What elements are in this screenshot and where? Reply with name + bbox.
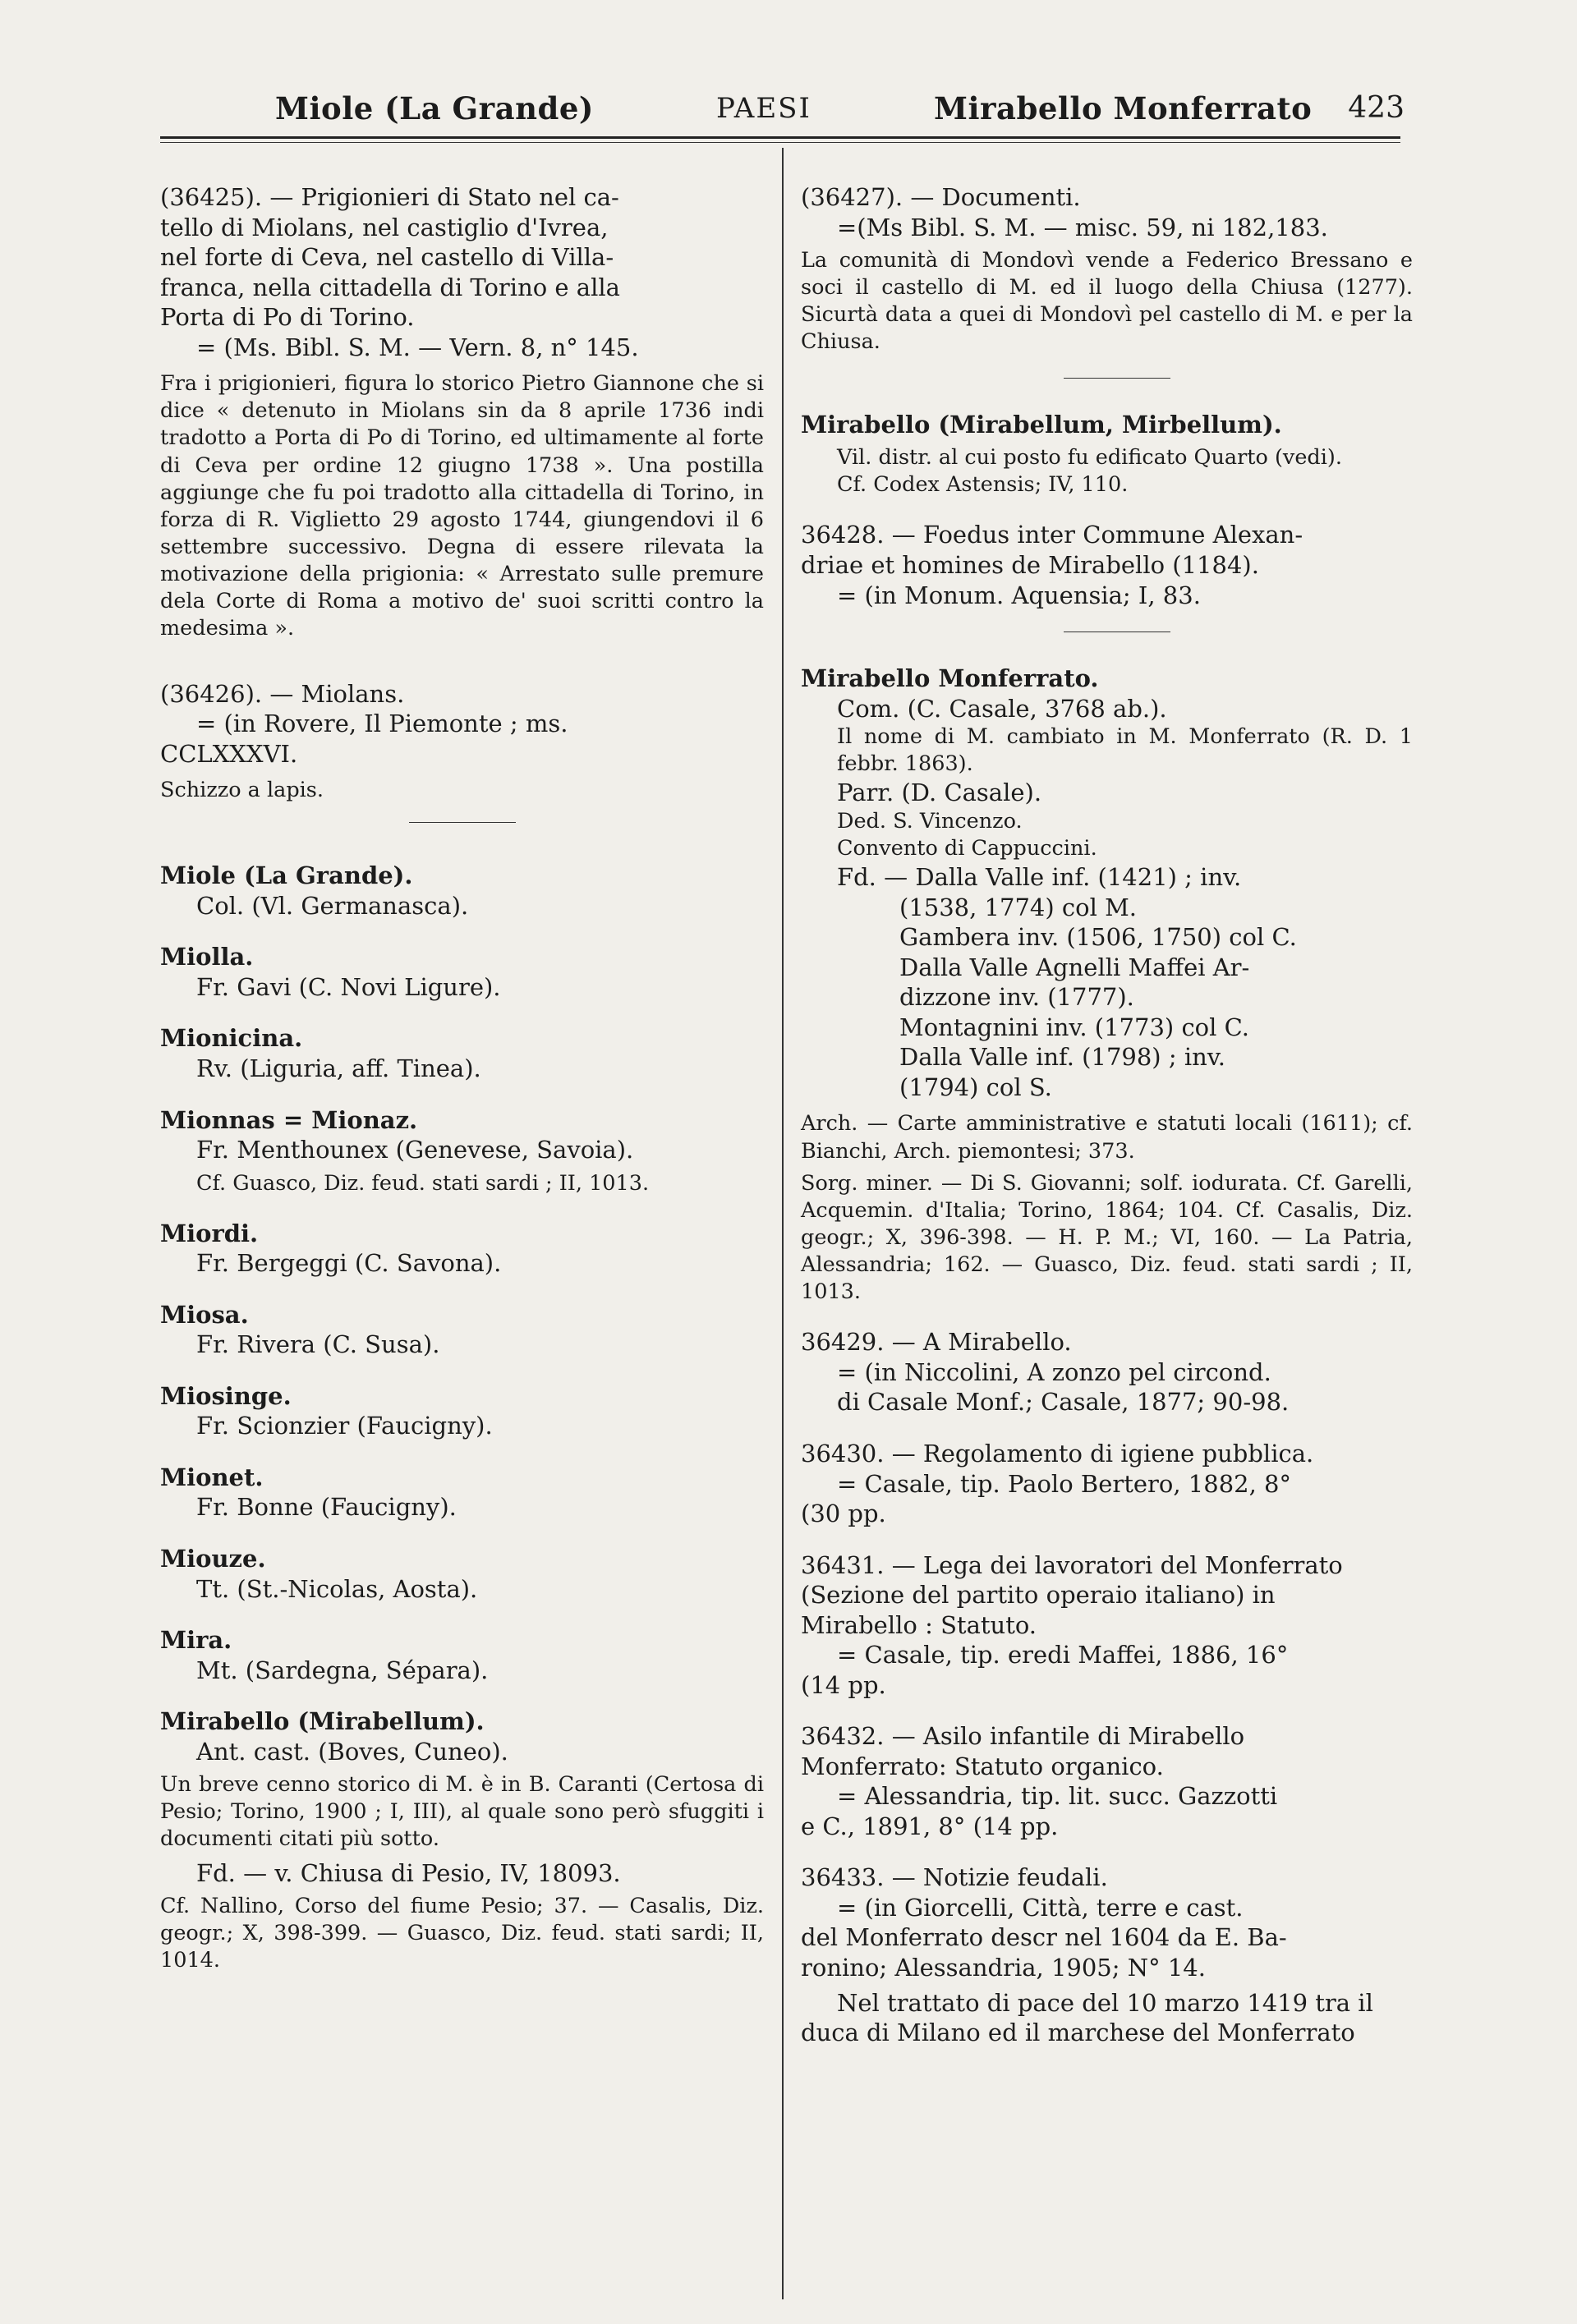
place-detail: Fr. Bergeggi (C. Savona). [196, 1249, 502, 1278]
place-heading: Miosinge. [160, 1381, 292, 1410]
place-heading: Mirabello (Mirabellum, Mirbellum). [801, 410, 1282, 439]
place-fondi: Dalla Valle Agnelli Maffei Ar- [899, 953, 1250, 981]
entry-36428-reference: = (in Monum. Aquensia; I, 83. [837, 581, 1201, 609]
entry-36425-line: (36425). — Prigionieri di Stato nel ca- [160, 183, 619, 211]
place-note: Il nome di M. cambiato in M. Monferrato (R. D. 1 febbr. 1863). [837, 724, 1413, 777]
entry-36427-reference: =(Ms Bibl. S. M. — misc. 59, ni 182,183. [837, 213, 1328, 241]
place-heading: Miosa. [160, 1300, 249, 1329]
place-detail: Com. (C. Casale, 3768 ab.). [837, 694, 1167, 723]
place-fondi: Fd. — Dalla Valle inf. (1421) ; inv. [837, 863, 1242, 892]
right-column [801, 182, 1413, 2048]
entry-36432-reference: = Alessandria, tip. lit. succ. Gazzotti [837, 1782, 1278, 1811]
place-detail: Ant. cast. (Boves, Cuneo). [196, 1737, 508, 1766]
place-detail: Parr. (D. Casale). [837, 778, 1042, 807]
place-detail: Col. (Vl. Germanasca). [196, 891, 469, 920]
place-detail: Tt. (St.-Nicolas, Aosta). [196, 1574, 478, 1603]
entry-36426-reference: = (in Rovere, Il Piemonte ; ms. [196, 710, 568, 738]
place-citation: Sorg. miner. — Di S. Giovanni; solf. iodurata. Cf. Garelli, Acquemin. d'Italia; Torino, 1864; 104. Cf. Casalis, Diz. geogr.; X, 396-398. — H. P. M.; VI, 160. — La Patria, Alessandria; 162. — Guasco, Diz. feud. stati sardi ; II, 1013. [801, 1170, 1413, 1305]
entry-36433-reference: ronino; Alessandria, 1905; N° 14. [801, 1953, 1206, 1982]
entry-36433-reference: del Monferrato descr nel 1604 da E. Ba- [801, 1923, 1287, 1952]
place-heading: Miole (La Grande). [160, 861, 413, 890]
entry-36425-reference: = (Ms. Bibl. S. M. — Vern. 8, n° 145. [196, 333, 639, 361]
entry-36432-line: Monferrato: Statuto organico. [801, 1752, 1164, 1780]
running-header [275, 85, 1405, 131]
entry-36425-line: Porta di Po di Torino. [160, 303, 415, 332]
place-heading: Mionicina. [160, 1024, 303, 1053]
place-heading: Miordi. [160, 1219, 259, 1247]
place-heading: Mionet. [160, 1463, 264, 1491]
place-citation: Cf. Codex Astensis; IV, 110. [837, 472, 1129, 498]
entry-36426-line: CCLXXXVI. [160, 739, 298, 768]
place-detail: Mt. (Sardegna, Sépara). [196, 1656, 489, 1684]
place-detail: Fr. Gavi (C. Novi Ligure). [196, 972, 501, 1001]
place-detail: Fr. Scionzier (Faucigny). [196, 1412, 493, 1440]
place-detail: Convento di Cappuccini. [837, 836, 1097, 861]
entry-36433-reference: = (in Giorcelli, Città, terre e cast. [837, 1893, 1244, 1922]
header-right-group [934, 90, 1405, 128]
entry-36433-note: Nel trattato di pace del 10 marzo 1419 tra il [837, 1988, 1373, 2017]
place-fondi: Montagnini inv. (1773) col C. [899, 1013, 1250, 1041]
place-fondi: (1794) col S. [899, 1072, 1052, 1101]
entry-36430-line: 36430. — Regolamento di igiene pubblica. [801, 1440, 1314, 1468]
entry-36431-reference: (14 pp. [801, 1670, 886, 1699]
place-heading: Miolla. [160, 943, 254, 971]
entry-36430-reference: (30 pp. [801, 1500, 886, 1528]
entry-36427-line: (36427). — Documenti. [801, 183, 1081, 211]
place-fondi: (1538, 1774) col M. [899, 893, 1137, 921]
entry-36431-line: Mirabello : Statuto. [801, 1610, 1037, 1639]
entry-36429-line: 36429. — A Mirabello. [801, 1328, 1072, 1357]
entry-36425-line: nel forte di Ceva, nel castello di Villa- [160, 243, 614, 272]
place-fondi: Dalla Valle inf. (1798) ; inv. [899, 1043, 1225, 1072]
entry-36431-line: (Sezione del partito operaio italiano) in [801, 1581, 1276, 1610]
place-heading: Mira. [160, 1626, 232, 1655]
place-heading: Miouze. [160, 1544, 266, 1573]
entry-36428-line: 36428. — Foedus inter Commune Alexan- [801, 521, 1303, 549]
place-citation: Cf. Guasco, Diz. feud. stati sardi ; II, 1013. [196, 1170, 650, 1196]
place-detail: Fr. Rivera (C. Susa). [196, 1330, 440, 1359]
place-heading: Mirabello Monferrato. [801, 664, 1099, 693]
place-fondi: Fd. — v. Chiusa di Pesio, IV, 18093. [196, 1858, 621, 1887]
place-detail: Vil. distr. al cui posto fu edificato Quarto (vedi). [837, 445, 1342, 471]
entry-36432-line: 36432. — Asilo infantile di Mirabello [801, 1722, 1245, 1751]
column-divider [782, 148, 784, 2299]
entry-36427-note: La comunità di Mondovì vende a Federico Bressano e soci il castello di M. ed il luogo della Chiusa (1277). Sicurtà data a quei di Mondovì pel castello di M. e per la Chiusa. [801, 248, 1413, 355]
entry-36432-reference: e C., 1891, 8° (14 pp. [801, 1812, 1059, 1840]
place-note: Un breve cenno storico di M. è in B. Caranti (Certosa di Pesio; Torino, 1900 ; I, III), al quale sono però sfuggiti i documenti citati più sotto. [160, 1772, 764, 1852]
header-rule-thin [160, 142, 1400, 143]
entry-36429-reference: di Casale Monf.; Casale, 1877; 90-98. [837, 1388, 1290, 1417]
entry-36425-line: franca, nella cittadella di Torino e alla [160, 273, 620, 301]
entry-36431-reference: = Casale, tip. eredi Maffei, 1886, 16° [837, 1641, 1289, 1670]
entry-36433-note: duca di Milano ed il marchese del Monferrato [801, 2019, 1355, 2047]
left-column [160, 182, 764, 1975]
place-fondi: dizzone inv. (1777). [899, 983, 1134, 1012]
place-detail: Ded. S. Vincenzo. [837, 808, 1023, 834]
place-archive: Arch. — Carte amministrative e statuti locali (1611); cf. Bianchi, Arch. piemontesi; 373. [801, 1111, 1413, 1164]
entry-36433-line: 36433. — Notizie feudali. [801, 1863, 1108, 1892]
separator-rule [1064, 378, 1170, 379]
place-detail: Fr. Bonne (Faucigny). [196, 1493, 457, 1522]
place-detail: Fr. Menthounex (Genevese, Savoia). [196, 1136, 634, 1164]
entry-36425-line: tello di Miolans, nel castiglio d'Ivrea, [160, 213, 609, 241]
entry-36428-line: driae et homines de Mirabello (1184). [801, 550, 1259, 579]
header-left-title: Miole (La Grande) [275, 90, 594, 126]
separator-rule [409, 822, 516, 823]
entry-36426-line: (36426). — Miolans. [160, 679, 405, 708]
place-fondi: Gambera inv. (1506, 1750) col C. [899, 923, 1297, 952]
entry-36430-reference: = Casale, tip. Paolo Bertero, 1882, 8° [837, 1469, 1291, 1498]
header-right-title: Mirabello Monferrato [933, 90, 1313, 126]
entry-36431-line: 36431. — Lega dei lavoratori del Monferrato [801, 1550, 1343, 1579]
place-detail: Rv. (Liguria, aff. Tinea). [196, 1054, 481, 1082]
entry-36426-note: Schizzo a lapis. [160, 778, 324, 803]
header-section: PAESI [716, 91, 811, 125]
entry-36425-note: Fra i prigionieri, figura lo storico Pietro Giannone che si dice « detenuto in Miolans sin da 8 aprile 1736 indi tradotto a Porta di Po di Torino, ed ultimamente al forte di Ceva per ordine 12 giugno 1738 ». Una postilla aggiunge che fu poi tradotto alla cittadella di Torino, in forza di R. Viglietto 29 agosto 1744, giungendovi il 6 settembre successivo. Degna di essere rilevata la motivazione della prigionia: « Arrestato sulle premure dela Corte di Roma a motivo de' suoi scritti contro la medesima ». [160, 371, 764, 641]
place-heading: Mirabello (Mirabellum). [160, 1707, 485, 1736]
place-heading: Mionnas = Mionaz. [160, 1105, 418, 1134]
header-rule-thick [160, 136, 1400, 139]
entry-36429-reference: = (in Niccolini, A zonzo pel circond. [837, 1357, 1271, 1386]
place-citation: Cf. Nallino, Corso del fiume Pesio; 37. — Casalis, Diz. geogr.; X, 398-399. — Guasco, Diz. feud. stati sardi; II, 1014. [160, 1894, 764, 1973]
page-number: 423 [1348, 91, 1405, 126]
